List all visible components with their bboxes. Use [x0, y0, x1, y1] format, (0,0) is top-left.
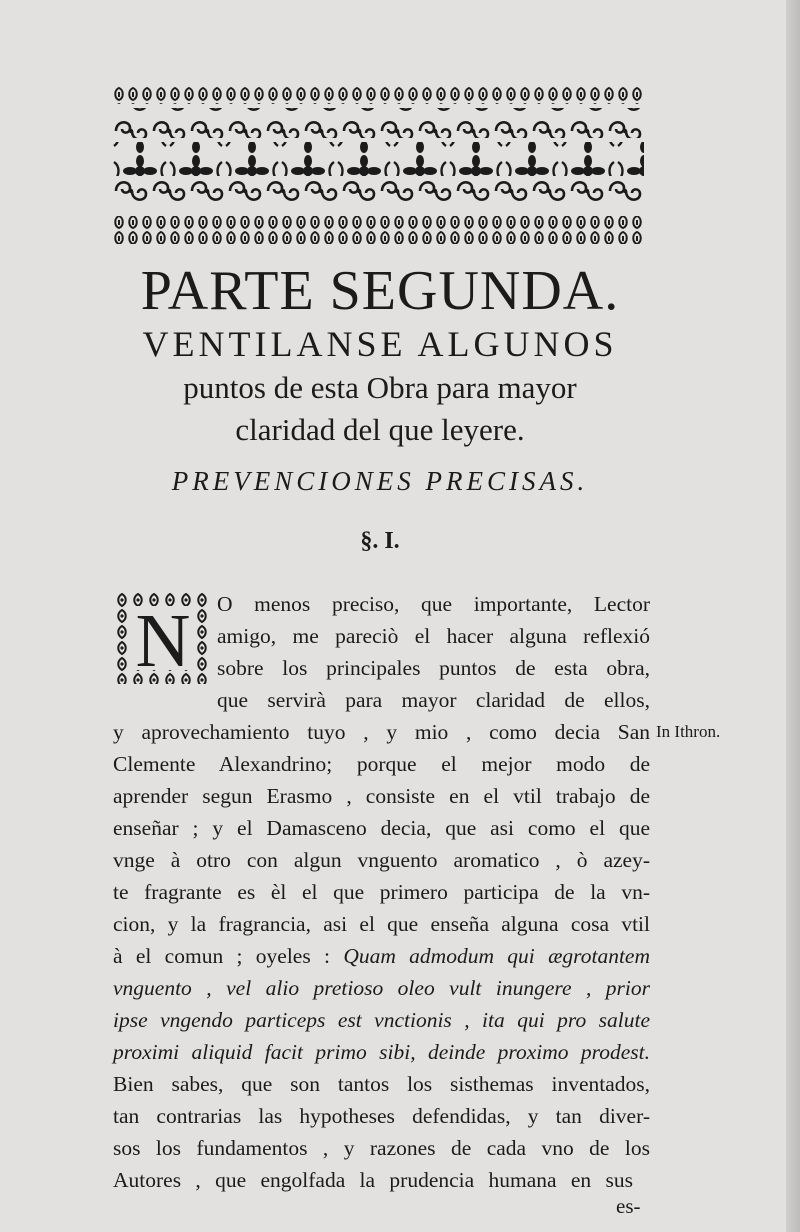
headpiece-ornament	[112, 86, 644, 244]
drop-cap-letter: N	[135, 599, 191, 683]
body-line-13: vnguento , vel alio pretioso oleo vult inungere , prior	[113, 976, 650, 1000]
body-line-15: proximi aliquid facit primo sibi, deinde proximo prodest.	[113, 1040, 650, 1064]
body-line-11: cion, y la fragrancia, asi el que enseña alguna cosa vtil	[113, 912, 650, 936]
subtitle-line-3: claridad del que leyere.	[235, 412, 525, 447]
body-line-3: sobre los principales puntos de esta obra,	[217, 656, 650, 680]
page-edge	[786, 0, 800, 1232]
subtitle-line-1: VENTILANSE ALGUNOS	[142, 324, 618, 364]
drop-cap-initial	[114, 592, 212, 684]
body-line-12-roman: à el comun ; oyeles :	[113, 944, 330, 968]
section-heading: PREVENCIONES PRECISAS.	[171, 466, 589, 496]
subtitle-line-2: puntos de esta Obra para mayor	[183, 370, 577, 405]
body-line-7: aprender segun Erasmo , consiste en el vtil trabajo de	[113, 784, 650, 808]
body-line-18: sos los fundamentos , y razones de cada vno de los	[113, 1136, 650, 1160]
body-line-4: que servirà para mayor claridad de ellos,	[217, 688, 650, 712]
body-line-16: Bien sabes, que son tantos los sisthemas inventados,	[113, 1072, 650, 1096]
body-line-2: amigo, me pareciò el hacer alguna reflexió	[217, 624, 650, 648]
body-line-6: Clemente Alexandrino; porque el mejor modo de	[113, 752, 650, 776]
body-line-12	[113, 940, 650, 972]
section-number: §. I.	[360, 528, 400, 554]
body-line-1: O menos preciso, que importante, Lector	[217, 592, 650, 616]
part-title: PARTE SEGUNDA.	[140, 260, 620, 322]
body-line-5: y aprovechamiento tuyo , y mio , como decia San	[113, 720, 650, 744]
body-line-17: tan contrarias las hypotheses defendidas, y tan diver-	[113, 1104, 650, 1128]
latin-quote-start: Quam admodum qui ægrotantem	[343, 944, 650, 968]
body-line-14: ipse vngendo particeps est vnctionis , ita qui pro salute	[113, 1008, 650, 1032]
body-line-10: te fragrante es èl el que primero participa de la vn-	[113, 880, 650, 904]
catchword: es-	[616, 1194, 641, 1218]
body-line-8: enseñar ; y el Damasceno decia, que asi como el que	[113, 816, 650, 840]
margin-note: In Ithron.	[656, 722, 721, 741]
body-line-9: vnge à otro con algun vnguento aromatico , ò azey-	[113, 848, 650, 872]
body-line-19: Autores , que engolfada la prudencia humana en sus	[113, 1168, 633, 1192]
